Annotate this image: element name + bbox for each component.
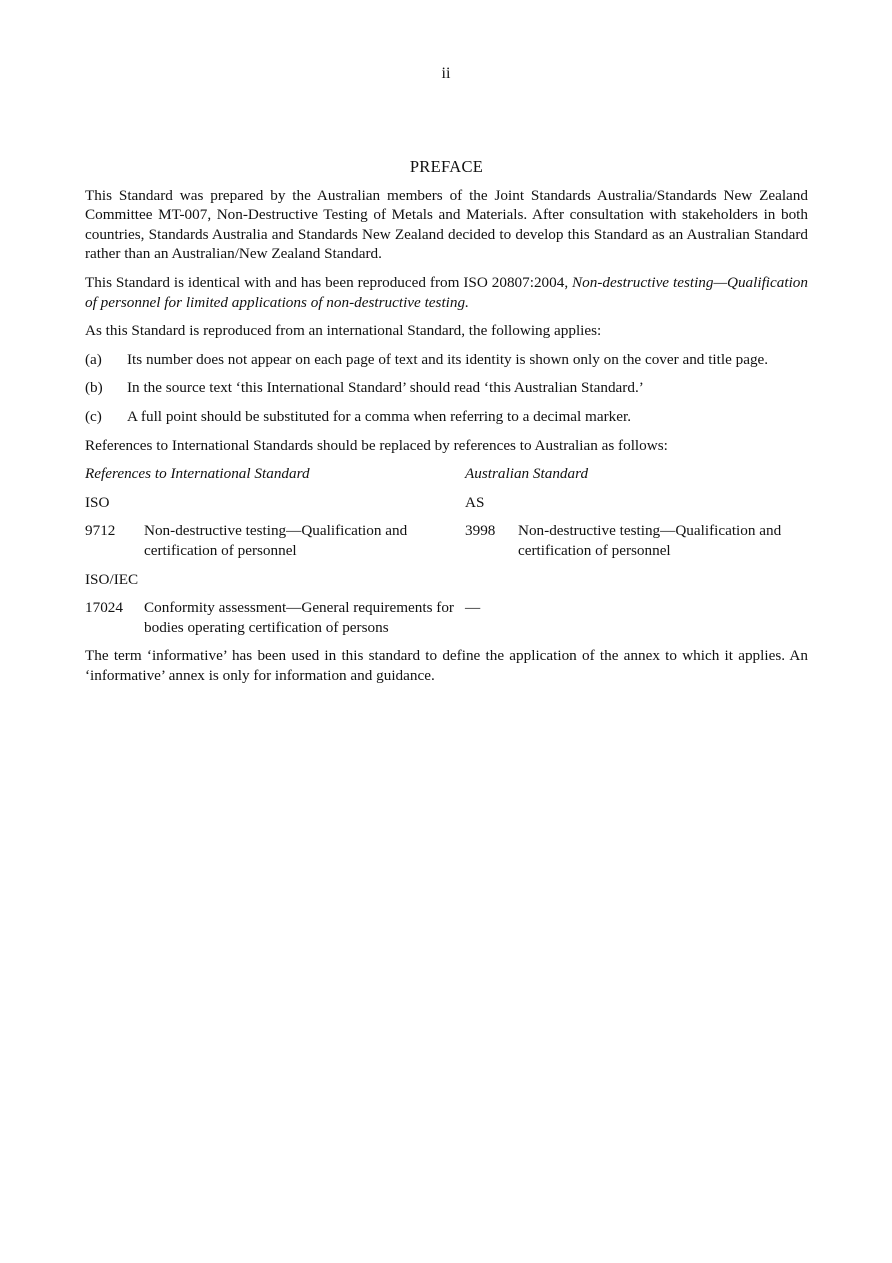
preface-paragraph-1: This Standard was prepared by the Australian members of the Joint Standards Australia/Standards New Zealand Committee MT-007, Non-Destructive Testing of Metals and Materials. After consultation with stakeholders in both countries, Standards Australia and Standards New Zealand decided to develop this Standard as an Australian Standard rather than an Australian/New Zealand Standard. [85, 186, 808, 263]
list-text: A full point should be substituted for a comma when referring to a decimal marker. [127, 407, 632, 425]
list-marker: (b) [85, 379, 103, 397]
group-label-iso: ISO [85, 493, 110, 511]
list-text: Its number does not appear on each page of text and its identity is shown only on the cover and title page. [127, 350, 769, 368]
list-marker: (c) [85, 407, 102, 425]
preface-paragraph-4: References to International Standards should be replaced by references to Australian as follows: [85, 436, 668, 454]
reference-number: 9712 [85, 522, 116, 540]
column-header-international: References to International Standard [85, 465, 310, 483]
page-number: ii [441, 65, 451, 82]
reference-column-australian [465, 464, 808, 646]
reference-table [85, 464, 808, 646]
reference-title: Non-destructive testing—Qualification and certification of personnel [518, 522, 782, 559]
no-equivalent-dash: — [465, 599, 481, 617]
preface-paragraph-5: The term ‘informative’ has been used in this standard to define the application of the annex to which it applies. An ‘informative’ annex is only for information and guidance. [85, 647, 808, 684]
page-content [85, 157, 808, 694]
reference-column-international [85, 464, 465, 646]
list-item [85, 350, 808, 370]
group-spacer [465, 570, 808, 590]
reference-entry [465, 521, 808, 560]
reference-title: Conformity assessment—General requirements for bodies operating certification of persons [144, 599, 454, 636]
section-heading: PREFACE [409, 157, 484, 176]
column-header-australian: Australian Standard [465, 465, 589, 483]
reference-number: 17024 [85, 599, 123, 617]
reference-entry [85, 598, 465, 637]
group-label-as: AS [465, 493, 485, 511]
reference-title: Non-destructive testing—Qualification and certification of personnel [144, 522, 408, 559]
group-label-iso-iec: ISO/IEC [85, 570, 139, 588]
list-item [85, 378, 808, 398]
preface-paragraph-2 [85, 273, 808, 312]
list-text: In the source text ‘this International Standard’ should read ‘this Australian Standard.’ [127, 379, 644, 397]
paragraph-2-lead: This Standard is identical with and has been reproduced from ISO 20807:2004, [85, 273, 573, 291]
standard-title: Non-destructive testing—Qualification of personnel for limited applications of non-destructive testing. [85, 273, 808, 311]
reference-entry [85, 521, 465, 560]
list-marker: (a) [85, 350, 102, 368]
reference-number: 3998 [465, 522, 496, 540]
list-item [85, 407, 808, 427]
preface-paragraph-3: As this Standard is reproduced from an international Standard, the following applies: [85, 322, 602, 340]
